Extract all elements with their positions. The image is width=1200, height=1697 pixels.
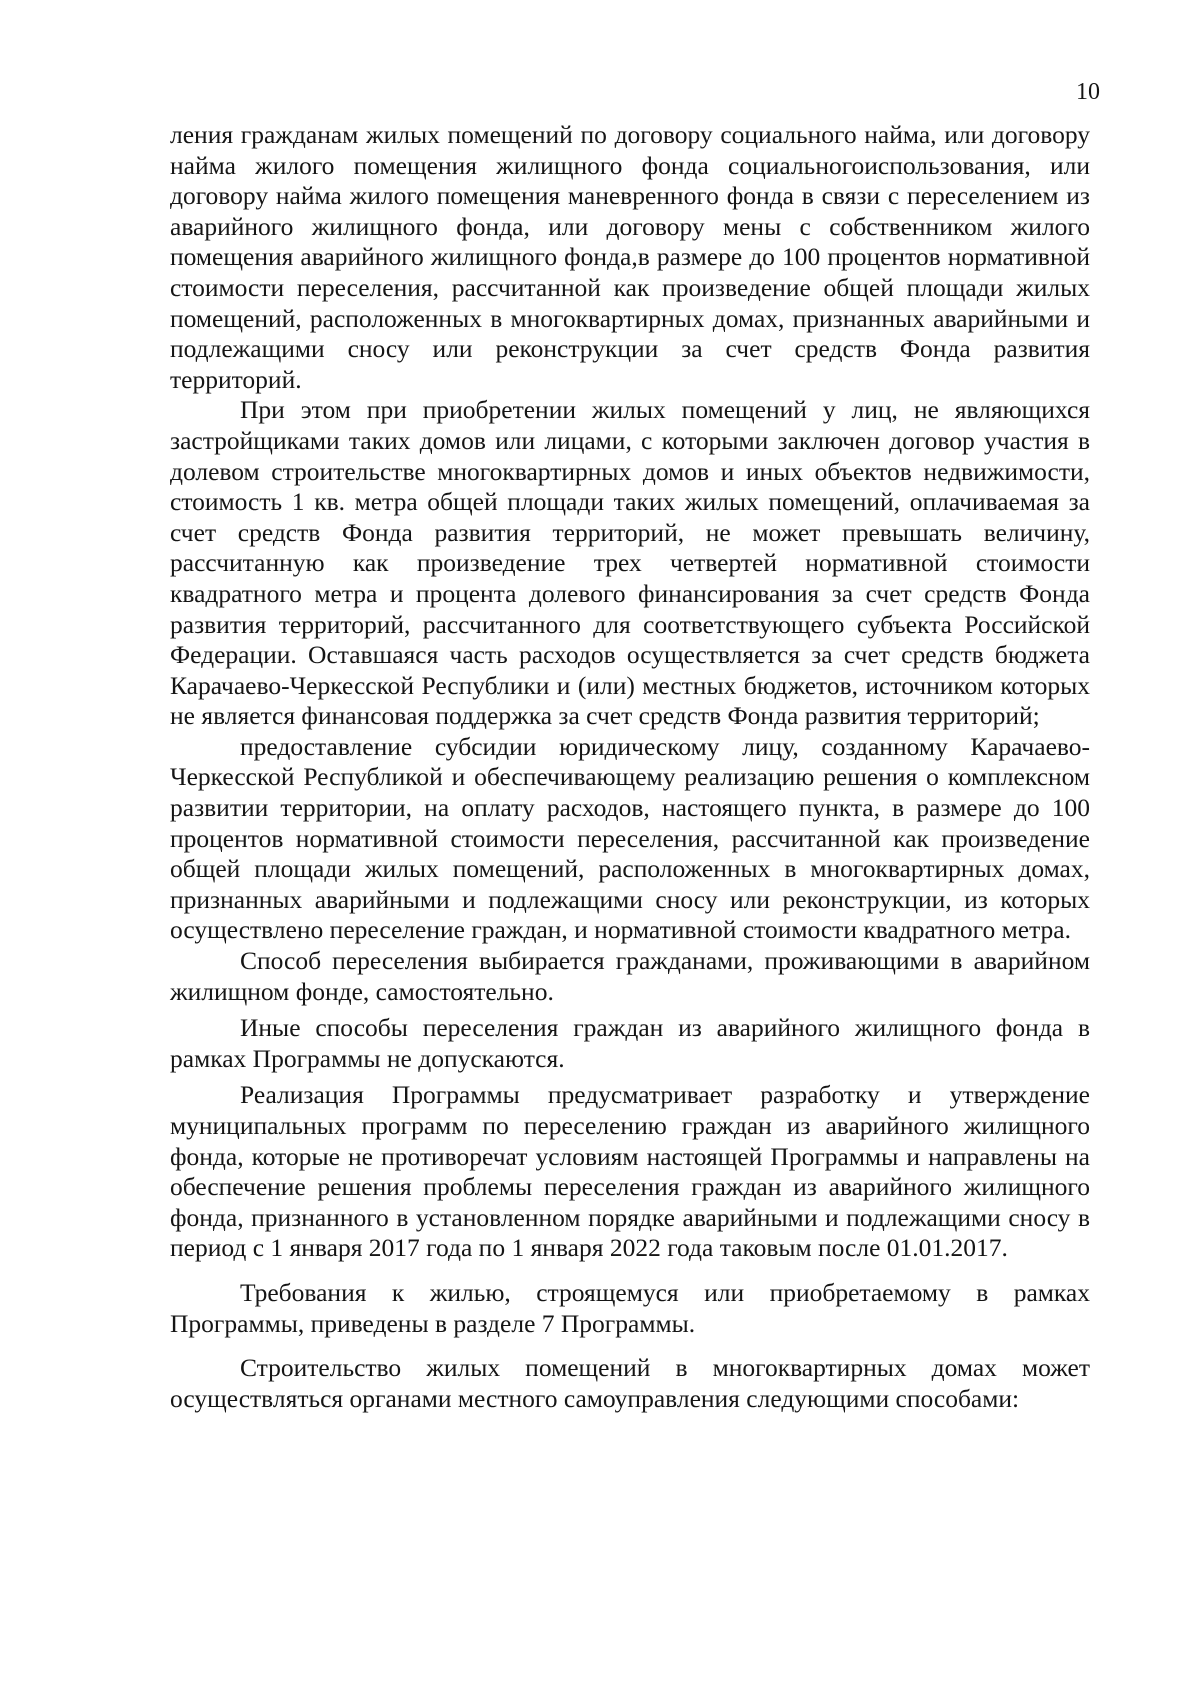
document-body xyxy=(170,120,1090,1414)
paragraph-other-methods: Иные способы переселения граждан из аварийного жилищного фонда в рамках Программы не допускаются. xyxy=(170,1013,1090,1073)
page-number: 10 xyxy=(1076,79,1100,105)
paragraph-housing-requirements: Требования к жилью, строящемуся или приобретаемому в рамках Программы, приведены в разделе 7 Программы. xyxy=(170,1277,1090,1338)
paragraph-resettlement-method: Способ переселения выбирается гражданами, проживающими в аварийном жилищном фонде, самостоятельно. xyxy=(170,946,1090,1006)
paragraph-purchase-conditions: При этом при приобретении жилых помещений у лиц, не являющихся застройщиками таких домов или лицами, с которыми заключен договор участия в долевом строительстве многоквартирных домов и иных объектов недвижимости, стоимость 1 кв. метра общей площади таких жилых помещений, оплачиваемая за счет средств Фонда развития территорий, не может превышать величину, рассчитанную как произведение трех четвертей нормативной стоимости квадратного метра и процента долевого финансирования за счет средств Фонда развития территорий, рассчитанного для соответствующего субъекта Российской Федерации. Оставшаяся часть расходов осуществляется за счет средств бюджета Карачаево-Черкесской Республики и (или) местных бюджетов, источником которых не является финансовая поддержка за счет средств Фонда развития территорий; xyxy=(170,395,1090,731)
paragraph-subsidy: предоставление субсидии юридическому лицу, созданному Карачаево-Черкесской Республикой и обеспечивающему реализацию решения о комплексном развитии территории, на оплату расходов, настоящего пункта, в размере до 100 процентов нормативной стоимости переселения, рассчитанной как произведение общей площади жилых помещений, расположенных в многоквартирных домах, признанных аварийными и подлежащими сносу или реконструкции, из которых осуществлено переселение граждан, и нормативной стоимости квадратного метра. xyxy=(170,731,1090,945)
paragraph-construction: Строительство жилых помещений в многоквартирных домах может осуществляться органами местного самоуправления следующими способами: xyxy=(170,1353,1090,1413)
paragraph-program-implementation: Реализация Программы предусматривает разработку и утверждение муниципальных программ по переселению граждан из аварийного жилищного фонда, которые не противоречат условиям настоящей Программы и направлены на обеспечение решения проблемы переселения граждан из аварийного жилищного фонда, признанного в установленном порядке аварийными и подлежащими сносу в период с 1 января 2017 года по 1 января 2022 года таковым после 01.01.2017. xyxy=(170,1080,1090,1263)
paragraph-continuation: ления гражданам жилых помещений по договору социального найма, или договору найма жилого помещения жилищного фонда социальногоиспользования, или договору найма жилого помещения маневренного фонда в связи с переселением из аварийного жилищного фонда, или договору мены с собственником жилого помещения аварийного жилищного фонда,в размере до 100 процентов нормативной стоимости переселения, рассчитанной как произведение общей площади жилых помещений, расположенных в многоквартирных домах, признанных аварийными и подлежащими сносу или реконструкции за счет средств Фонда развития территорий. xyxy=(170,120,1090,394)
